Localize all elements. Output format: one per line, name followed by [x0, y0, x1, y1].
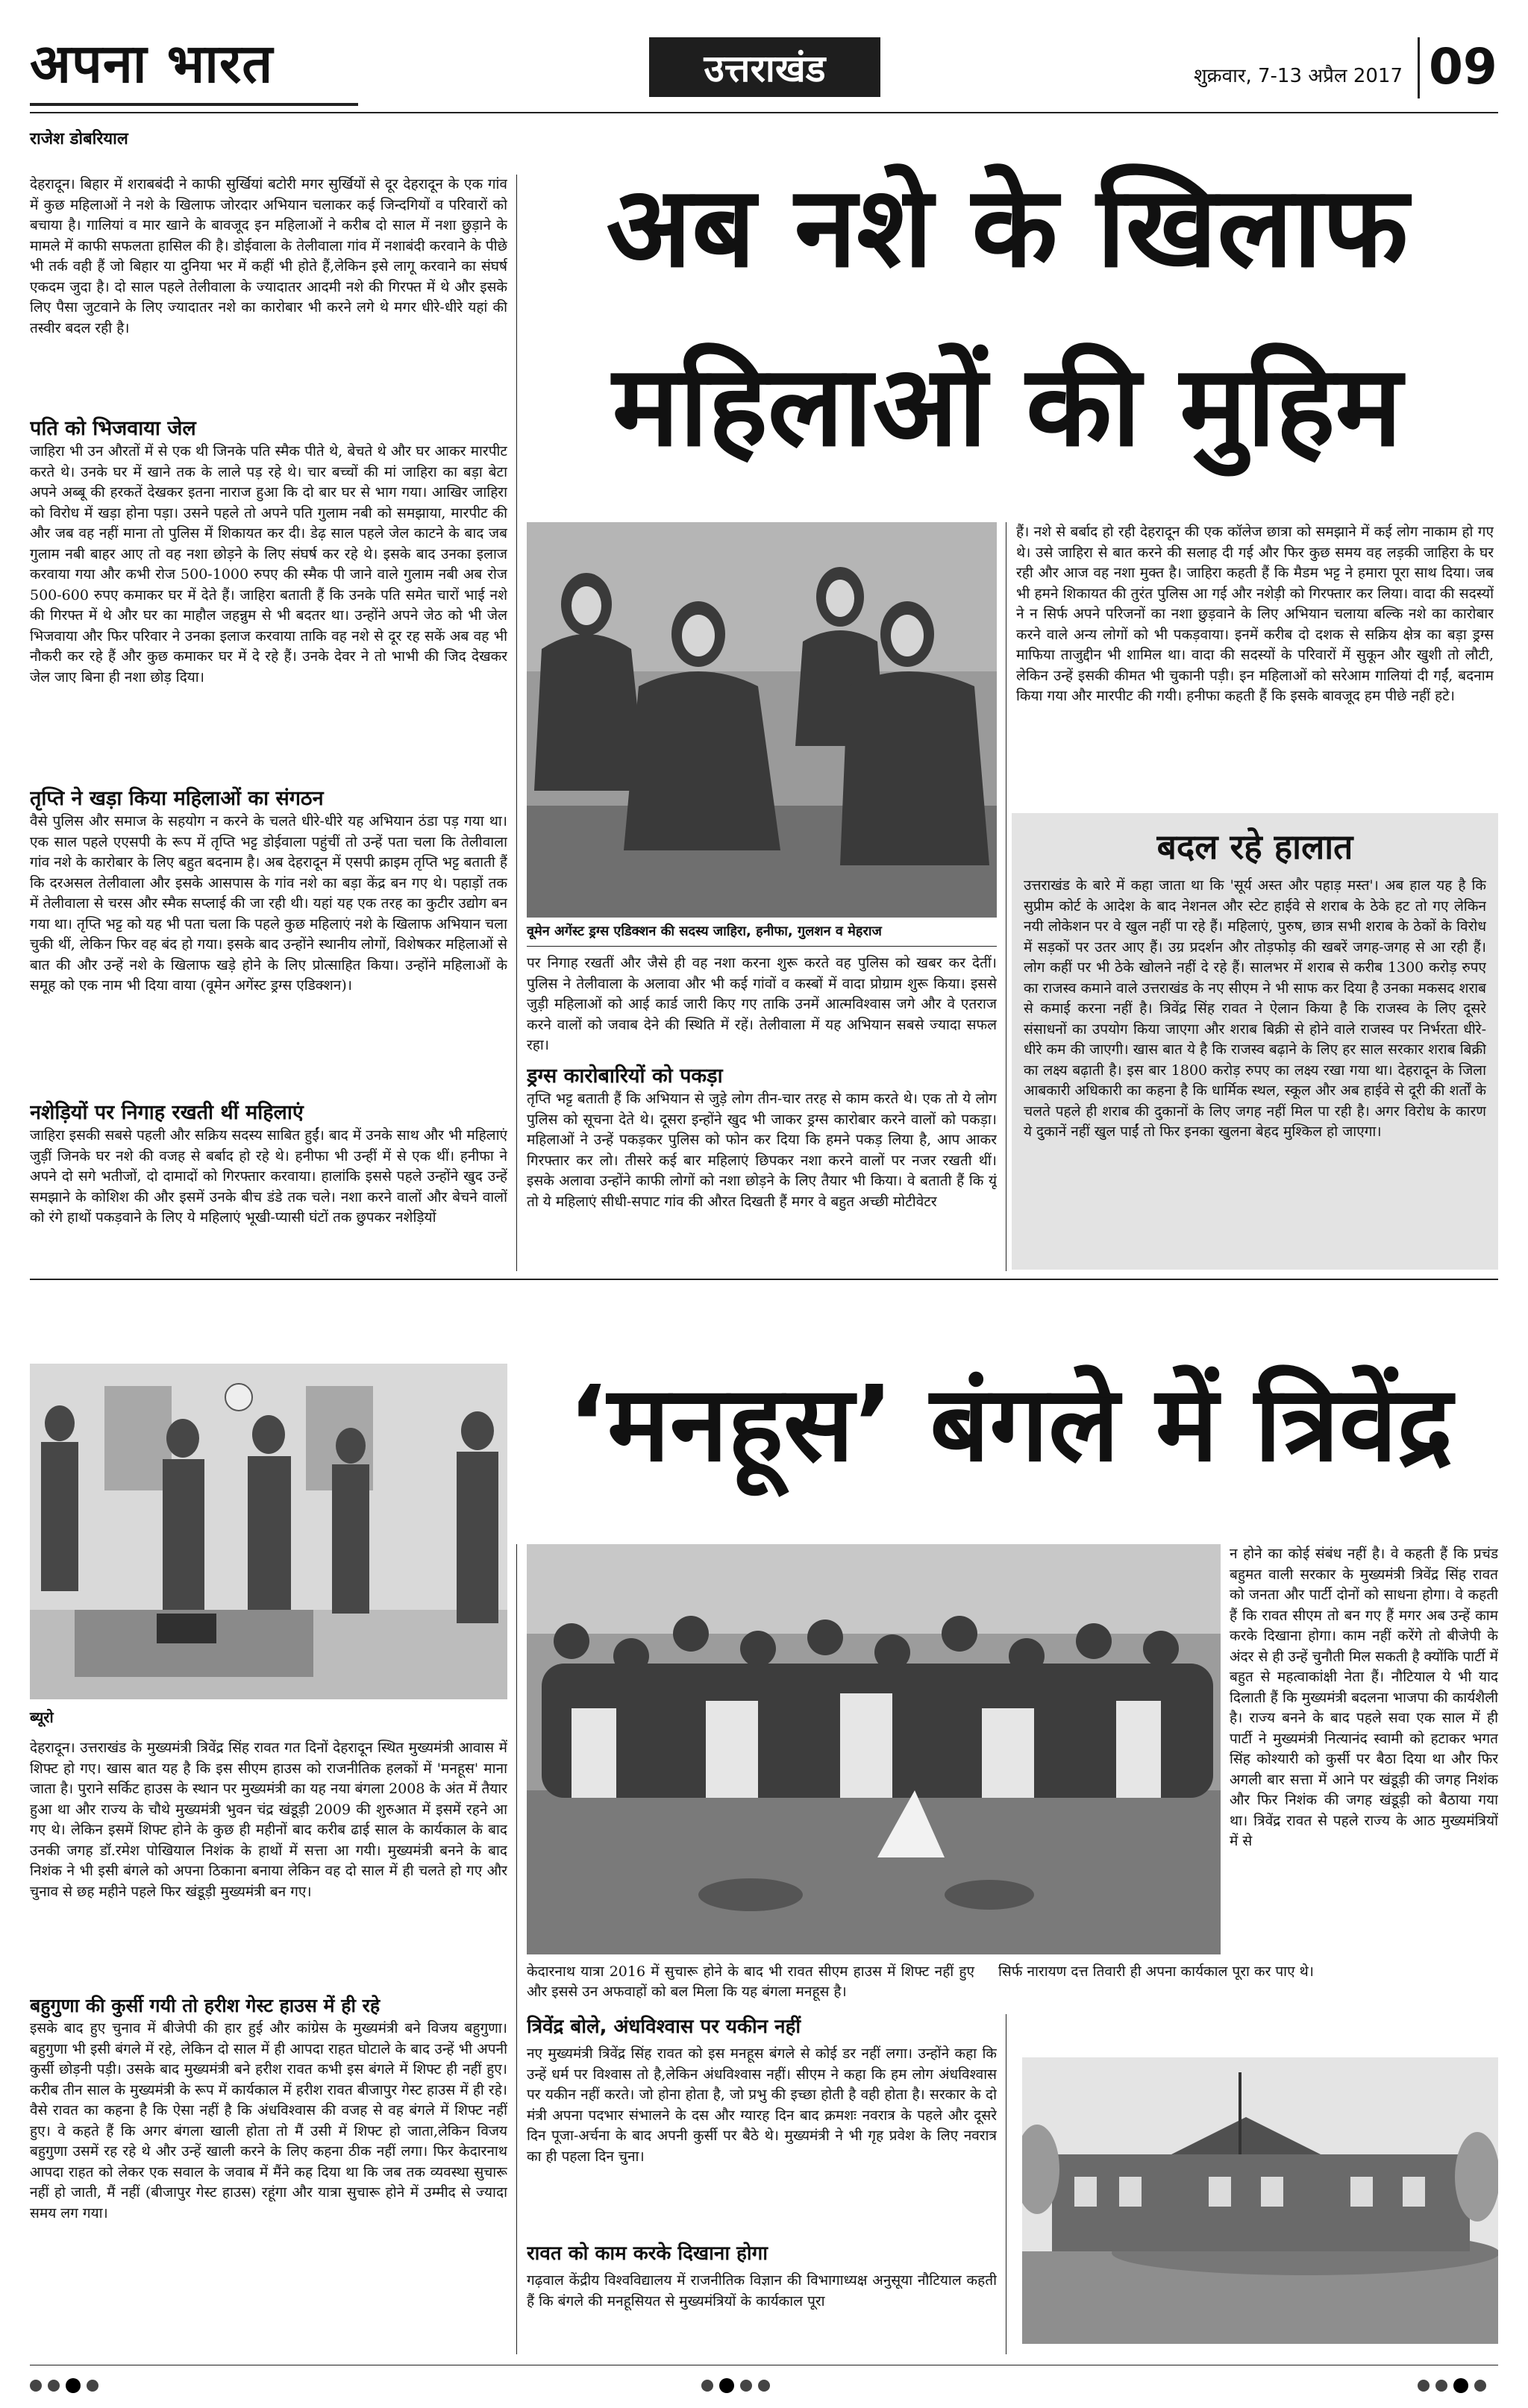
footer-dot: [1435, 2380, 1447, 2392]
masthead: अपना भारत: [30, 32, 274, 95]
havan-ceremony-illustration: [527, 1544, 1221, 1954]
story2-intro: देहरादून। उत्तराखंड के मुख्यमंत्री त्रिवेंद्र सिंह रावत गत दिनों देहरादून स्थित मुख्यमंत्री आवास में शिफ्ट हो गए। खास बात यह है कि इस सीएम हाउस को राजनीतिक हलकों में 'मनहूस' माना जाता है। पुराने सर्किट हाउस के स्थान पर मुख्यमंत्री का यह नया बंगला 2008 के अंत में तैयार हुआ था और राज्य के चौथे मुख्यमंत्री भुवन चंद्र खंडूड़ी 2009 की शुरुआत में इसमें रहने आ गए थे। लेकिन इसमें शिफ्ट होने के कुछ ही महीनों बाद करीब ढाई साल के कार्यकाल के बाद उनकी जगह डॉ.रमेश पोखियाल निशंक के हाथों में सत्ता आ गयी। मुख्यमंत्री बनने के बाद निशंक ने भी इसी बंगले को अपना ठिकाना बनाया लेकिन वह दो साल में ही चलते हो गए और चुनाव से छह महीने पहले फिर खंडूड़ी मुख्यमंत्री बन गए।: [30, 1740, 507, 1900]
footer-dot: [701, 2380, 713, 2392]
story1-column-4: हैं। नशे से बर्बाद हो रही देहरादून की एक कॉलेज छात्रा को समझाने में कई लोग नाकाम हो गए थे। उसे जाहिरा से बात करने की सलाह दी गई और फिर कुछ समय वह लड़की जाहिरा के घर रही और आज वह नशा मुक्त है। जाहिरा कहती हैं कि मैडम भट्ट ने हमारा पूरा साथ दिया। जब भी हमने शिकायत की तुरंत पुलिस आ गई और नशेड़ी को गिरफ्तार कर लिया। वादा की सदस्यों ने न सिर्फ अपने परिजनों का नशा छुड़वाने के लिए अभियान चलाया बल्कि नशे का कारोबार करने वाले अन्य लोगों को भी पकड़वाया। इनमें करीब दो दशक से सक्रिय क्षेत्र का बड़ा ड्रग्स माफिया ताजुद्दीन भी शामिल था। वादा की सदस्यों के परिवारों में सुकून और खुशी तो लौटी, लेकिन उन्हें इसकी कीमत भी चुकानी पड़ी। इन महिलाओं को सरेआम गालियां दी गईं, बदनाम किया गया और मारपीट की गयी। हनीफा कहती हैं कि इसके बावजूद हम पीछे नहीं हटे।: [1016, 524, 1494, 704]
footer-dot: [87, 2380, 98, 2392]
story1-byline: राजेश डोबरियाल: [30, 130, 128, 148]
section-tab: [649, 37, 880, 97]
footer-dots-right: [1418, 2380, 1486, 2393]
section-divider: [30, 1279, 1498, 1280]
story2-subhead-3: रावत को काम करके दिखाना होगा: [527, 2242, 768, 2265]
story1-column-1: [30, 175, 507, 1271]
changing-conditions-title: बदल रहे हालात: [1156, 827, 1353, 867]
story1-subhead-4: ड्रग्स कारोबारियों को पकड़ा: [527, 1065, 723, 1088]
header-rule: [30, 112, 1498, 113]
story2-column-1: [30, 1738, 507, 2354]
story2-byline: ब्यूरो: [30, 1708, 54, 1726]
story1-headline-line2: महिलाओं की मुहिम: [612, 342, 1403, 471]
story2-subhead-2: त्रिवेंद्र बोले, अंधविश्वास पर यकीन नहीं: [527, 2016, 801, 2038]
story1-headline-line1: अब नशे के खिलाफ: [606, 163, 1409, 292]
story1-subhead-2: तृप्ति ने खड़ा किया महिलाओं का संगठन: [30, 787, 324, 810]
footer-dot: [30, 2380, 42, 2392]
story1-subhead-4-text: तृप्ति भट्ट बताती हैं कि अभियान से जुड़े लोग तीन-चार तरह से काम करते थे। एक तो ये लोग पुलिस को सूचना देते थे। दूसरा इन्होंने खुद भी जाकर ड्रग्स कारोबार करने वालों को पकड़ा। महिलाओं ने उन्हें पकड़कर पुलिस को फोन कर दिया कि हमने पकड़ लिया है, आप आकर गिरफ्तार कर लो। तीसरे कई बार महिलाएं छिपकर नशा करने वालों पर नजर रखती थीं। इसके अलावा उन्होंने काफी लोगों को नशा छोड़ने के लिए तैयार भी किया। वे बताती हैं कि यूं तो ये महिलाएं सीधी-सपाट गांव की औरत दिखती हैं मगर वे बहुत अच्छी मोटीवेटर: [527, 1091, 997, 1210]
footer-dot: [66, 2378, 81, 2393]
page-number-divider: [1418, 37, 1420, 98]
story2-subhead-3-text: गढ़वाल केंद्रीय विश्वविद्यालय में राजनीतिक विज्ञान की विभागाध्यक्ष अनुसूया नौटियाल कहती हैं कि बंगले की मनहूसियत से मुख्यमंत्रियों के कार्यकाल पूरा: [527, 2272, 997, 2310]
story2-subhead-2-text: नए मुख्यमंत्री त्रिवेंद्र सिंह रावत को इस मनहूस बंगले से कोई डर नहीं लगा। उन्होंने कहा कि उन्हें धर्म पर विश्वास तो है,लेकिन अंधविश्वास नहीं। सीएम ने कहा कि हम लोग अंधविश्वास पर यकीन नहीं करते। जो होना होता है, जो प्रभु की इच्छा होती है वही होता है। सरकार के दो मंत्री अपना पदभार संभालने के दस और ग्यारह दिन बाद क्रमशः नवरात्र के पहले और दूसरे दिन पूजा-अर्चना के बाद अपनी कुर्सी पर बैठे थे। मुख्यमंत्री ने भी गृह प्रवेश के लिए नवरात्र का ही पहला दिन चुना।: [527, 2045, 997, 2165]
story1-column-divider: [516, 175, 517, 1271]
story2-column-2: [527, 2014, 997, 2354]
story2-subhead-1-text: इसके बाद हुए चुनाव में बीजेपी की हार हुई और कांग्रेस के मुख्यमंत्री बने विजय बहुगुणा। बहुगुणा भी इसी बंगले में रहे, लेकिन दो साल में ही आपदा राहत घोटाले के बाद उन्हें भी अपनी कुर्सी छोड़नी पड़ी। उसके बाद मुख्यमंत्री बने हरीश रावत कभी इस बंगले में शिफ्ट ही नहीं हुए। करीब तीन साल के मुख्यमंत्री के रूप में कार्यकाल में हरीश रावत बीजापुर गेस्ट हाउस में ही रहे। वैसे रावत का कहना है कि ऐसा नहीं है कि अंधविश्वास की वजह से वह बंगले में शिफ्ट नहीं हुए। वे कहते हैं कि अगर बंगला खाली होता तो मैं उसी में शिफ्ट हो जाता,लेकिन विजय बहुगुणा उसमें रह रहे थे और उन्हें खाली करने के लिए कहना ठीक नहीं लगा। फिर केदारनाथ आपदा राहत को लेकर एक सवाल के जवाब में मैंने कह दिया था कि जब तक व्यवस्था सुचारू नहीं हो जाती, मैं नहीं (बीजापुर गेस्ट हाउस) रहूंगा और यात्रा सुचारू होने में उम्मीद से ज्यादा समय लग गया।: [30, 2020, 507, 2222]
havan-photo-caption: केदारनाथ यात्रा 2016 में सुचारू होने के बाद भी रावत सीएम हाउस में शिफ्ट नहीं हुए और इससे उन अफवाहों को बल मिला कि यह बंगला मनहूस है।: [527, 1963, 974, 2000]
section-label: उत्तराखंड: [704, 47, 826, 90]
women-group-photo: [527, 522, 997, 918]
cm-meeting-illustration: [30, 1364, 507, 1699]
story2-right-column-end: सिर्फ नारायण दत्त तिवारी ही अपना कार्यकाल पूरा कर पाए थे।: [998, 1963, 1314, 1980]
story2-headline: ‘मनहूस’ बंगले में त्रिवेंद्र: [567, 1364, 1453, 1485]
cm-house-illustration: [1022, 2057, 1498, 2344]
footer-dot: [758, 2380, 770, 2392]
story1-intro: देहरादून। बिहार में शराबबंदी ने काफी सुर्खियां बटोरी मगर सुर्खियों से दूर देहरादून के एक गांव में कुछ महिलाओं ने नशे के खिलाफ जोरदार अभियान चलाकर कई जिन्दगियों व परिवारों को बचाया है। गालियां व मार खाने के बावजूद इन महिलाओं ने करीब दो साल में नशा छुड़ाने के मामले में काफी सफलता हासिल की है। डोईवाला के तेलीवाला गांव में नशाबंदी करवाने के पीछे भी तर्क वही हैं जो बिहार या दुनिया भर में कहीं भी होते हैं,लेकिन इसे लागू करवाने का संघर्ष एकदम जुदा है। दो साल पहले तेलीवाला के ज्यादातर आदमी नशे की गिरफ्त में थे और इसके लिए पैसा जुटवाने के लिए ज्यादातर नशे का कारोबार भी करने लगे थे मगर धीरे-धीरे यहां की तस्वीर बदल रही है।: [30, 176, 507, 336]
footer-dot: [719, 2378, 734, 2393]
havan-ceremony-photo: [527, 1544, 1221, 1954]
story1-subhead-2-text: वैसे पुलिस और समाज के सहयोग न करने के चलते धीरे-धीरे यह अभियान ठंडा पड़ गया था। एक साल पहले एएसपी के रूप में तृप्ति भट्ट डोईवाला पहुंचीं तो उन्हें पता चला कि तेलीवाला गांव नशे के कारोबार के लिए बहुत बदनाम है। अब देहरादून में एसपी क्राइम तृप्ति भट्ट बताती हैं कि दरअसल तेलीवाला और इसके आसपास के गांव नशे का बड़ा केंद्र बन गए थे। पहाड़ों तक में तेलीवाला से चरस और स्मैक सप्लाई की जा रही थी। यहां यह एक तरह का कुटीर उद्योग बन गया था। तृप्ति भट्ट को यह भी पता चला कि पहले कुछ महिलाएं नशे के खिलाफ अभियान चला चुकी थीं, लेकिन फिर वह बंद हो गया। इसके बाद उन्होंने स्थानीय लोगों, विशेषकर महिलाओं से बात की और उन्हें नशे के खिलाफ खड़े होने के लिए प्रोत्साहित किया। उन्होंने महिलाओं के समूह को एक नाम भी दिया वाया (वूमेन अगेंस्ट ड्रग्स एडिक्शन)।: [30, 813, 507, 994]
masthead-rule: [30, 103, 358, 106]
changing-conditions-text: उत्तराखंड के बारे में कहा जाता था कि 'सूर्य अस्त और पहाड़ मस्त'। अब हाल यह है कि सुप्रीम कोर्ट के आदेश के बाद नेशनल और स्टेट हाईवे से शराब के ठेके हट तो गए लेकिन नयी लोकेशन पर वे खुल नहीं पा रहे हैं। महिलाएं, पुरुष, छात्र सभी शराब के ठेकों के विरोध में सड़कों पर उतर आए हैं। उग्र प्रदर्शन और तोड़फोड़ की खबरें जगह-जगह से आ रही हैं। लोग कहीं पर भी ठेके खोलने नहीं दे रहे हैं। सालभर में शराब से करीब 1300 करोड़ रुपए का राजस्व कमाने वाले उत्तराखंड के नए सीएम ने भी साफ कर दिया है उनका मकसद शराब से कमाई करना नहीं है। त्रिवेंद्र सिंह रावत ने ऐलान किया है कि राजस्व के लिए दूसरे संसाधनों का उपयोग किया जाएगा और शराब बिक्री से होने वाले राजस्व पर निर्भरता धीरे-धीरे कम की जाएगी। खास बात ये है कि राजस्व बढ़ाने के लिए हर साल सरकार शराब बिक्री का लक्ष्य बढ़ाती है। इस बार 1800 करोड़ रुपए का लक्ष्य रखा गया था। देहरादून के जिला आबकारी अधिकारी का कहना है कि धार्मिक स्थल, स्कूल और अब हाईवे से दूरी की शर्तों के चलते पहले ही शराब की दुकानों के लिए जगह नहीं मिल पा रही है। अगर विरोध के कारण ये दुकानें नहीं खुल पाईं तो फिर इनका खुलना बेहद मुश्किल हो जाएगा।: [1024, 877, 1486, 1140]
women-photo-caption: वूमेन अगेंस्ट ड्रग्स एडिक्शन की सदस्य जाहिरा, हनीफा, गुलशन व मेहराज: [527, 924, 882, 939]
story1-subhead-3: नशेड़ियों पर निगाह रखती थीं महिलाएं: [30, 1101, 304, 1124]
footer-dot: [48, 2380, 60, 2392]
story1-subhead-1: पति को भिजवाया जेल: [30, 417, 196, 440]
story1-subhead-3-text: जाहिरा इसकी सबसे पहली और सक्रिय सदस्य साबित हुईं। बाद में उनके साथ और भी महिलाएं जुड़ीं जिनके घर नशे की वजह से बर्बाद हो रहे थे। हनीफा भी उन्हीं में से एक थीं। हनीफा ने अपने दो सगे भतीजों, दो दामादों को गिरफ्तार करवाया। हालांकि इससे पहले उन्होंने खुद उन्हें समझाने के कोशिश की और इसमें उनके बीच डंडे तक चले। नशा करने वालों और बेचने वालों को रंगे हाथों पकड़वाने के लिए ये महिलाएं भूखी-प्यासी घंटों तक छुपकर नशेड़ियों: [30, 1127, 507, 1226]
footer-dots-left: [30, 2380, 98, 2393]
cm-meeting-photo: [30, 1364, 507, 1699]
issue-date: शुक्रवार, 7-13 अप्रैल 2017: [1194, 65, 1403, 87]
footer-dot: [740, 2380, 752, 2392]
footer-dot: [1418, 2380, 1430, 2392]
photo-caption-rule: [527, 946, 997, 947]
footer-dots-middle: [701, 2380, 770, 2393]
story1-col3-text: पर निगाह रखतीं और जैसे ही वह नशा करना शुरू करते वह पुलिस को खबर कर देतीं। पुलिस ने तेलीवाला के अलावा और भी कई गांवों व कस्बों में वादा प्रोग्राम शुरू किया। इससे जुड़ी महिलाओं को आई कार्ड जारी किए गए ताकि उनमें आत्मविश्वास जगे और वे एतराज करने वालों को जवाब देने की स्थिति में रहें। तेलीवाला में यह अभियान सबसे ज्यादा सफल रहा।: [527, 955, 997, 1053]
cm-house-photo: [1022, 2057, 1498, 2344]
story1-subhead-1-text: जाहिरा भी उन औरतों में से एक थी जिनके पति स्मैक पीते थे, बेचते थे और घर आकर मारपीट करते थे। उनके घर में खाने तक के लाले पड़ रहे थे। चार बच्चों की मां जाहिरा का बड़ा बेटा अपने अब्बू की हरकतें देखकर इतना नाराज हुआ कि दो बार घर से भाग गया। आखिर जाहिरा को विरोध में खड़ा होना पड़ा। उसने पहले तो अपने पति गुलाम नबी को समझाया, मारपीट की और जब वह नहीं माना तो पुलिस में शिकायत कर दी। डेढ़ साल पहले जेल काटने के बाद जब गुलाम नबी बाहर आए तो वह नशा छोड़ने के लिए संघर्ष कर रहे थे। इसके बाद उनका इलाज करवाया गया और कभी रोज 500-1000 रुपए की स्मैक पी जाने वाले गुलाम नबी अब रोज 500-600 रुपए कमाकर घर में देते हैं। जाहिरा बताती हैं कि उनके पति समेत चारों भाई नशे की गिरफ्त में थे और घर का माहौल जहन्नुम से भी बदतर था। उन्होंने अपने जेठ को भी जेल भिजवाया और फिर परिवार ने उनका इलाज करवाया ताकि वह नशे से दूर रह सकें अब वह भी नौकरी कर रहे हैं और कुछ कमाकर घर में दे रहे हैं। उनके देवर ने तो भाभी की जिद देखकर जेल जाए बिना ही नशा छोड़ दिया।: [30, 443, 507, 686]
women-group-illustration: [527, 522, 997, 918]
footer-dot: [1474, 2380, 1486, 2392]
story2-column-divider: [516, 1544, 517, 2354]
footer-dot: [1453, 2378, 1468, 2393]
story2-subhead-1: बहुगुणा की कुर्सी गयी तो हरीश गेस्ट हाउस में ही रहे: [30, 1995, 381, 2016]
story2-right-column: न होने का कोई संबंध नहीं है। वे कहती हैं कि प्रचंड बहुमत वाली सरकार के मुख्यमंत्री त्रिवेंद्र सिंह रावत को जनता और पार्टी दोनों को साधना होगा। वे कहती हैं कि रावत सीएम तो बन गए हैं मगर अब उन्हें काम करके दिखाना होगा। काम नहीं करेंगे तो बीजेपी के अंदर से ही उन्हें चुनौती मिल सकती है क्योंकि पार्टी में बहुत से महत्वाकांक्षी नेता हैं। नौटियाल ये भी याद दिलाती हैं कि मुख्यमंत्री बदलना भाजपा की कार्यशैली है। राज्य बनने के बाद पहले सवा एक साल में ही पार्टी ने मुख्यमंत्री नित्यानंद स्वामी को हटाकर भगत सिंह कोश्यारी को कुर्सी पर बैठा दिया था और फिर अगली बार सत्ता में आने पर खंडूड़ी की जगह निशंक और फिर निशंक की जगह खंडूड़ी को बैठाया गया था। त्रिवेंद्र रावत से पहले राज्य के आठ मुख्यमंत्रियों में से: [1230, 1546, 1498, 1849]
page-number: 09: [1429, 38, 1497, 95]
story1-column-3: [527, 953, 997, 1271]
changing-conditions-box: [1012, 813, 1498, 1270]
